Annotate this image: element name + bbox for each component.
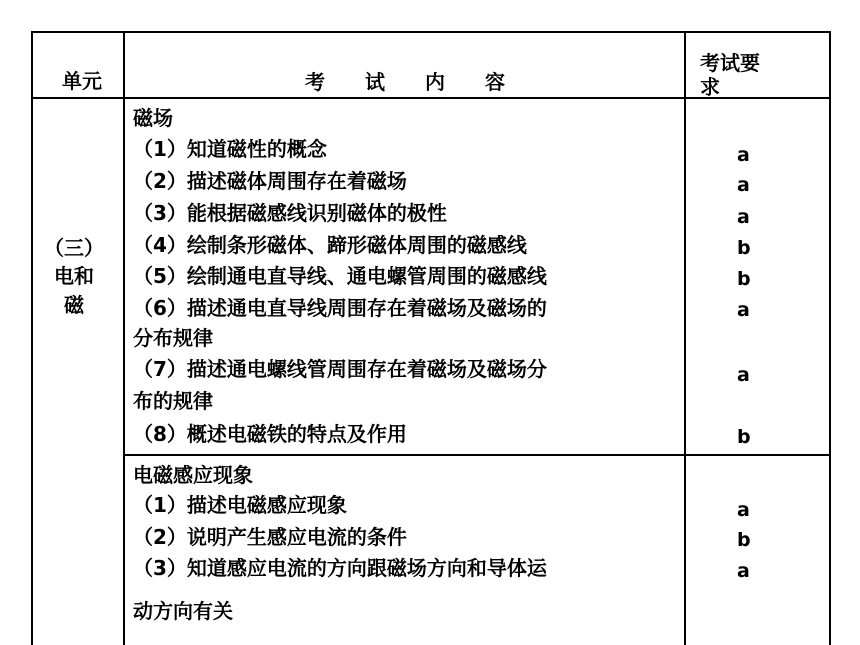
list-item: （7）描述通电螺线管周围存在着磁场及磁场分 (133, 357, 547, 381)
list-item: （6）描述通电直导线周围存在着磁场及磁场的 (133, 296, 547, 320)
header-content: 考 试 内 容 (305, 70, 505, 94)
table-top-border (31, 31, 831, 33)
requirement-level: a (737, 560, 750, 582)
requirement-level: b (737, 426, 751, 448)
column-divider-unit (123, 31, 125, 645)
list-item-continuation: 分布规律 (133, 326, 213, 350)
section-title-electromagnetic-induction: 电磁感应现象 (133, 463, 253, 487)
list-item: （5）绘制通电直导线、通电螺管周围的磁感线 (133, 264, 547, 288)
column-divider-requirement (684, 31, 686, 645)
requirement-level: a (737, 174, 750, 196)
list-item-continuation: 动方向有关 (133, 599, 233, 623)
requirement-level: a (737, 299, 750, 321)
section-divider (123, 454, 831, 456)
list-item: （1）描述电磁感应现象 (133, 493, 347, 517)
list-item: （2）说明产生感应电流的条件 (133, 525, 407, 549)
table-right-border (829, 31, 831, 645)
list-item-continuation: 布的规律 (133, 389, 213, 413)
header-unit: 单元 (62, 69, 102, 93)
header-requirement-line2: 求 (700, 75, 720, 99)
list-item: （3）知道感应电流的方向跟磁场方向和导体运 (133, 556, 547, 580)
list-item: （1）知道磁性的概念 (133, 137, 327, 161)
list-item: （2）描述磁体周围存在着磁场 (133, 169, 407, 193)
section-title-magnetic-field: 磁场 (133, 106, 173, 130)
requirement-level: b (737, 529, 751, 551)
list-item: （8）概述电磁铁的特点及作用 (133, 422, 407, 446)
requirement-level: b (737, 268, 751, 290)
requirement-level: a (737, 499, 750, 521)
list-item: （4）绘制条形磁体、蹄形磁体周围的磁感线 (133, 233, 527, 257)
requirement-level: a (737, 144, 750, 166)
requirement-level: a (737, 206, 750, 228)
requirement-level: b (737, 237, 751, 259)
unit-label-line1: （三） (44, 236, 104, 260)
unit-label-line3: 磁 (64, 293, 84, 317)
table-left-border (31, 31, 33, 645)
header-requirement-line1: 考试要 (700, 51, 760, 75)
requirement-level: a (737, 364, 750, 386)
list-item: （3）能根据磁感线识别磁体的极性 (133, 201, 447, 225)
unit-label-line2: 电和 (54, 264, 94, 288)
